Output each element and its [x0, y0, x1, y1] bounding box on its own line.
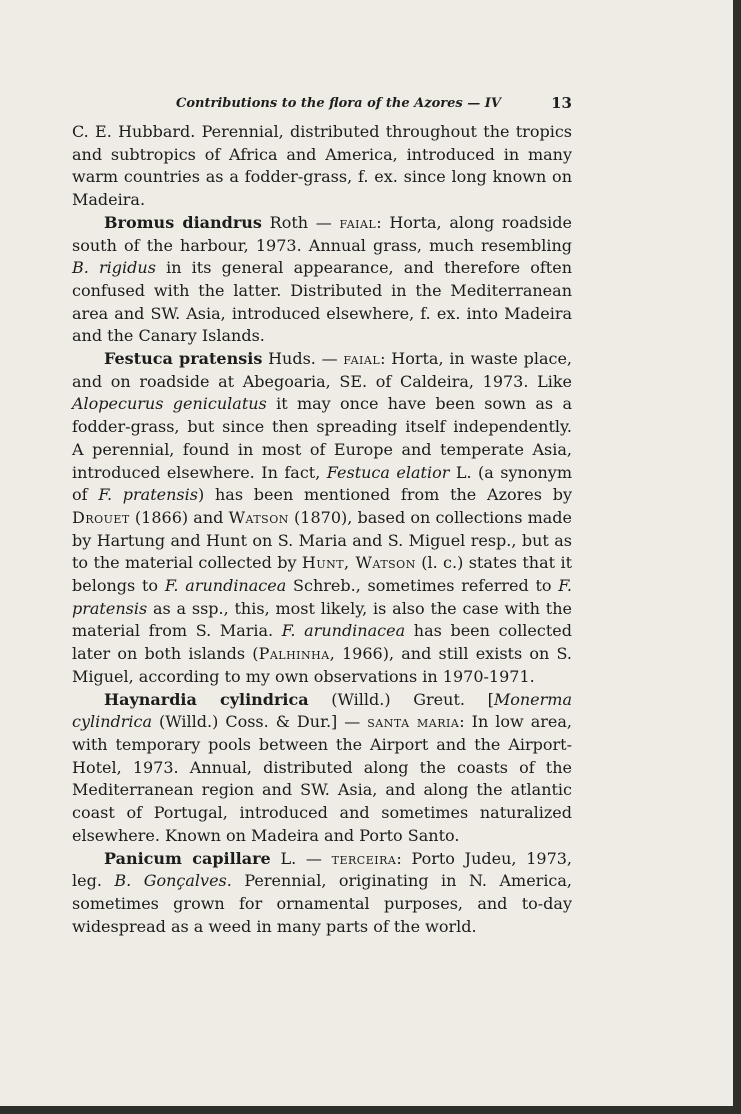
author-citation: Palhinha	[258, 644, 330, 664]
species-name: Panicum capillare	[104, 848, 271, 868]
paragraph-hubbard-continuation: C. E. Hubbard. Perennial, distributed throughout the tropics and subtropics of Africa and America, introduced in many warm countries as a fodder-grass, f. ex. since long known on Madeira.	[72, 122, 572, 210]
running-head	[72, 94, 572, 116]
species-name: Bromus diandrus	[104, 212, 262, 232]
running-title: Contributions to the flora of the Azores — IV	[176, 96, 501, 111]
island-name: terceira	[331, 848, 397, 868]
paragraph-haynardia-cylindrica: Haynardia cylindrica (Willd.) Greut. [Monerma cylindrica (Willd.) Coss. & Dur.] — santa maria: In low area, with temporary pools between the Airport and the Airport-Hotel, 1973. Annual, distributed along the coasts of the Mediterranean region and SW. Asia, and along the atlantic coast of Portugal, introduced and sometimes naturalized elsewhere. Known on Madeira and Porto Santo.	[72, 689, 572, 845]
island-name: faial	[339, 212, 377, 232]
island-name: santa maria	[367, 712, 460, 732]
author-citation: Hunt, Watson	[301, 553, 416, 573]
paragraph-festuca-pratensis: Festuca pratensis Huds. — faial: Horta, in waste place, and on roadside at Abegoaria, SE. of Caldeira, 1973. Like Alopecurus geniculatus it may once have been sown as a fodder-grass, but since then spreading itself independently. A perennial, found in most of Europe and temperate Asia, introduced elsewhere. In fact, Festuca elatior L. (a synonym of F. pratensis) has been mentioned from the Azores by Drouet (1866) and Watson (1870), based on collections made by Hartung and Hunt on S. Maria and S. Miguel resp., but as to the material collected by Hunt, Watson (l. c.) states that it belongs to F. arundinacea Schreb., sometimes referred to F. pratensis as a ssp., this, most likely, is also the case with the material from S. Maria. F. arundinacea has been collected later on both islands (Palhinha, 1966), and still exists on S. Miguel, according to my own observations in 1970-1971.	[72, 349, 573, 686]
paragraph-bromus-diandrus: Bromus diandrus Roth — faial: Horta, along roadside south of the harbour, 1973. Annual grass, much resembling B. rigidus in its general appearance, and therefore often confused with the latter. Distributed in the Mediterranean area and SW. Asia, introduced elsewhere, f. ex. into Madeira and the Canary Islands.	[72, 212, 573, 346]
author-citation: Watson	[228, 507, 289, 527]
author-citation: Drouet	[72, 507, 130, 527]
species-name: Festuca pratensis	[104, 349, 263, 369]
page-number: 13	[551, 94, 572, 112]
paragraph-panicum-capillare: Panicum capillare L. — terceira: Porto Judeu, 1973, leg. B. Gonçalves. Perennial, originating in N. America, sometimes grown for ornamental purposes, and to-day widespread as a weed in many parts of the world.	[72, 848, 573, 936]
species-name: Haynardia cylindrica	[104, 689, 309, 709]
body-text	[72, 121, 572, 938]
island-name: faial	[343, 349, 381, 369]
